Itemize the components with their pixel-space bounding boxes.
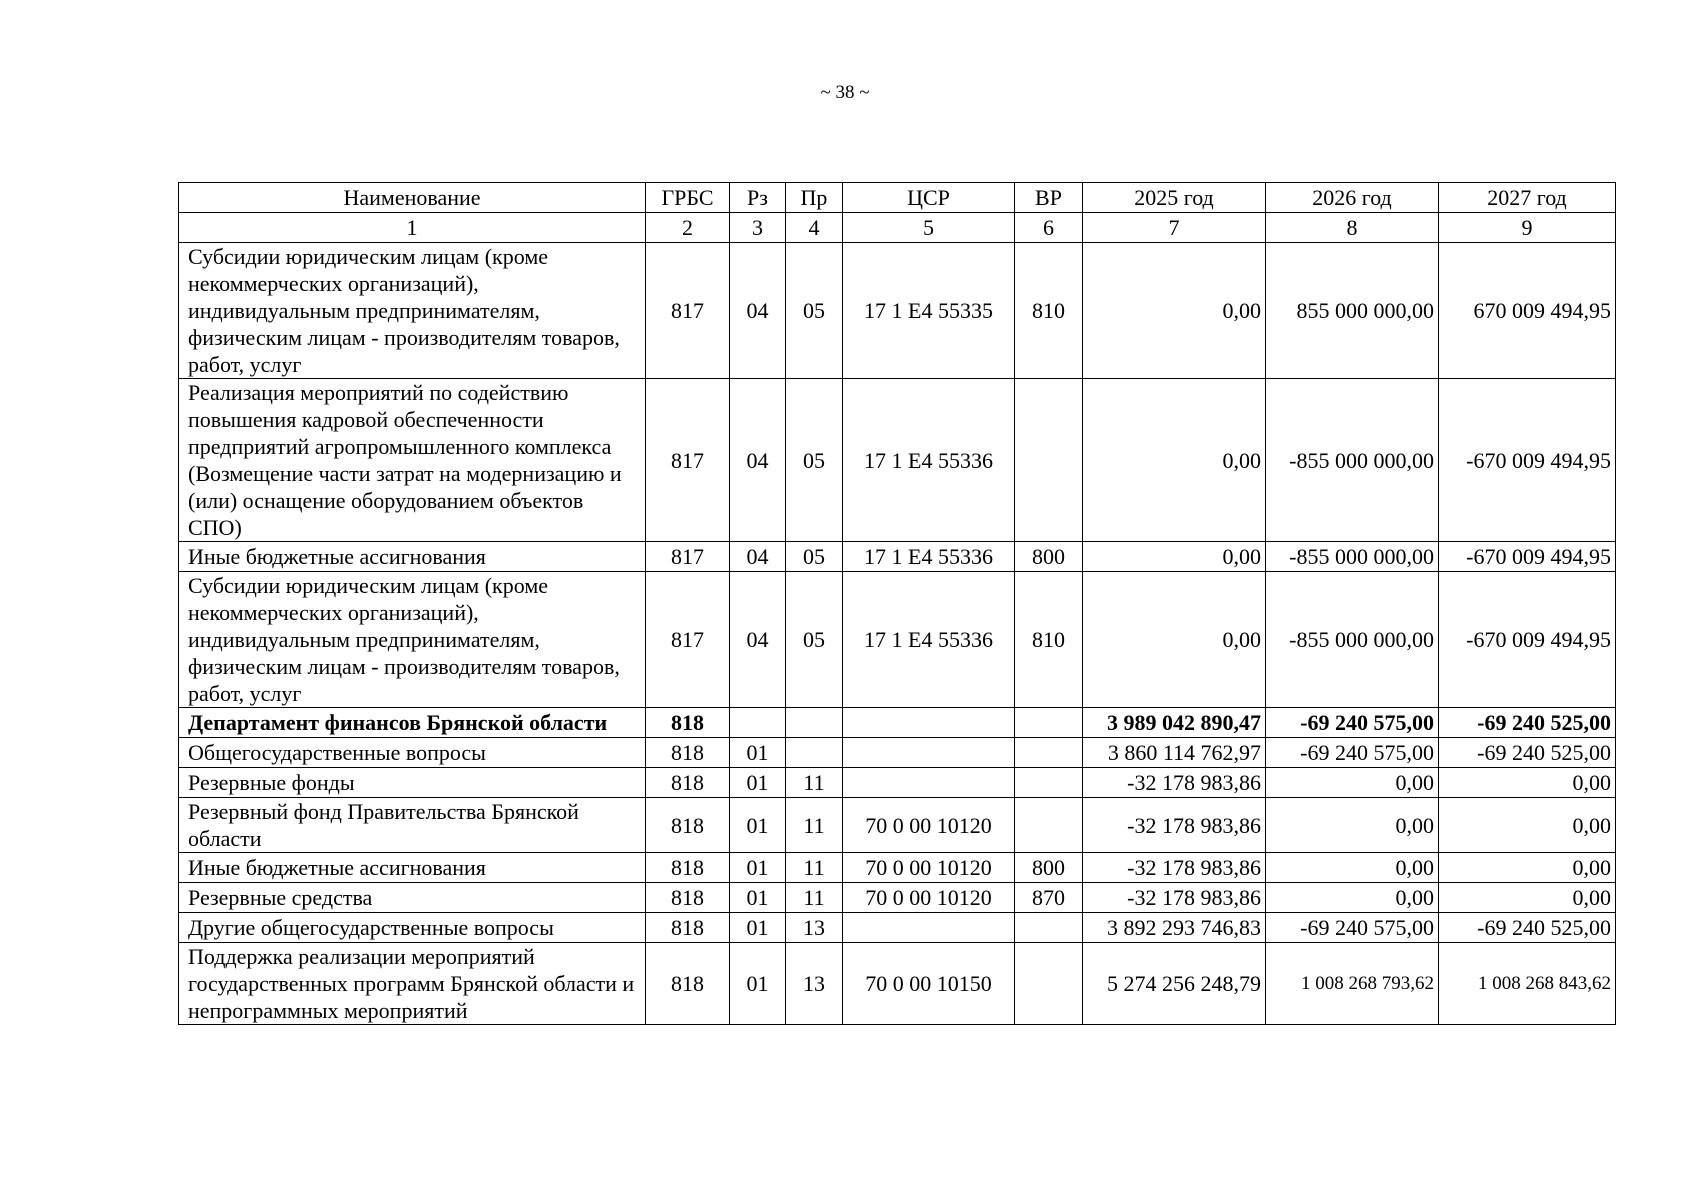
cell-pr: 13 [786,943,843,1025]
cell-2025: 5 274 256 248,79 [1083,943,1266,1025]
cell-name: Субсидии юридическим лицам (кроме некоммерческих организаций), индивидуальным предпринимателям, физическим лицам - производителям товаров, работ, услуг [179,243,646,379]
cell-2027: -670 009 494,95 [1439,572,1616,708]
cell-grbs: 818 [646,708,730,738]
cell-rz [730,708,786,738]
cell-vr: 800 [1015,542,1083,572]
column-number: 3 [730,213,786,243]
header-2027: 2027 год [1439,183,1616,213]
cell-grbs: 818 [646,738,730,768]
table-row [179,738,1616,768]
cell-rz: 04 [730,572,786,708]
cell-2026: -69 240 575,00 [1266,708,1439,738]
table-row [179,798,1616,853]
cell-csr [843,913,1015,943]
cell-csr: 70 0 00 10150 [843,943,1015,1025]
cell-2027: 670 009 494,95 [1439,243,1616,379]
table-row [179,853,1616,883]
column-number: 6 [1015,213,1083,243]
cell-2025: 3 860 114 762,97 [1083,738,1266,768]
cell-pr: 11 [786,768,843,798]
cell-vr [1015,943,1083,1025]
column-number-row [179,213,1616,243]
cell-2027: -69 240 525,00 [1439,738,1616,768]
cell-2026: -855 000 000,00 [1266,542,1439,572]
table-row [179,379,1616,542]
table-row [179,572,1616,708]
cell-rz: 04 [730,243,786,379]
cell-vr [1015,798,1083,853]
cell-2026: 0,00 [1266,768,1439,798]
cell-2026: -855 000 000,00 [1266,572,1439,708]
cell-grbs: 817 [646,572,730,708]
header-2025: 2025 год [1083,183,1266,213]
cell-name: Иные бюджетные ассигнования [179,542,646,572]
cell-pr: 11 [786,798,843,853]
cell-vr [1015,708,1083,738]
cell-rz: 01 [730,853,786,883]
header-vr: ВР [1015,183,1083,213]
cell-2026: -69 240 575,00 [1266,738,1439,768]
cell-rz: 01 [730,883,786,913]
cell-pr: 13 [786,913,843,943]
cell-pr [786,708,843,738]
cell-grbs: 817 [646,243,730,379]
cell-grbs: 818 [646,798,730,853]
header-csr: ЦСР [843,183,1015,213]
cell-csr [843,738,1015,768]
cell-name: Другие общегосударственные вопросы [179,913,646,943]
cell-2026: 0,00 [1266,853,1439,883]
cell-name: Резервный фонд Правительства Брянской области [179,798,646,853]
header-pr: Пр [786,183,843,213]
cell-rz: 01 [730,738,786,768]
cell-2025: -32 178 983,86 [1083,853,1266,883]
cell-2026: 1 008 268 793,62 [1266,943,1439,1025]
cell-2026: 0,00 [1266,798,1439,853]
cell-grbs: 817 [646,379,730,542]
cell-pr: 11 [786,853,843,883]
cell-rz: 01 [730,768,786,798]
cell-vr: 870 [1015,883,1083,913]
column-number: 7 [1083,213,1266,243]
cell-rz: 04 [730,542,786,572]
cell-name: Резервные фонды [179,768,646,798]
table-row [179,913,1616,943]
cell-csr: 70 0 00 10120 [843,798,1015,853]
cell-2027: -670 009 494,95 [1439,542,1616,572]
cell-name: Департамент финансов Брянской области [179,708,646,738]
cell-2025: 3 892 293 746,83 [1083,913,1266,943]
table-row [179,243,1616,379]
cell-2027: 0,00 [1439,798,1616,853]
column-number: 8 [1266,213,1439,243]
cell-2026: 855 000 000,00 [1266,243,1439,379]
cell-2026: -855 000 000,00 [1266,379,1439,542]
column-number: 5 [843,213,1015,243]
table-row [179,708,1616,738]
cell-vr [1015,768,1083,798]
cell-rz: 01 [730,913,786,943]
cell-2027: 1 008 268 843,62 [1439,943,1616,1025]
cell-2027: 0,00 [1439,883,1616,913]
page-number: ~ 38 ~ [820,82,870,103]
cell-2025: 0,00 [1083,379,1266,542]
cell-vr [1015,913,1083,943]
header-rz: Рз [730,183,786,213]
cell-name: Реализация мероприятий по содействию повышения кадровой обеспеченности предприятий агропромышленного комплекса (Возмещение части затрат на модернизацию и (или) оснащение оборудованием объектов СПО) [179,379,646,542]
table-row [179,768,1616,798]
cell-2027: 0,00 [1439,853,1616,883]
cell-csr: 70 0 00 10120 [843,853,1015,883]
cell-csr: 17 1 Е4 55336 [843,542,1015,572]
cell-pr: 05 [786,243,843,379]
cell-grbs: 818 [646,853,730,883]
cell-pr: 11 [786,883,843,913]
header-row [179,183,1616,213]
cell-2025: 0,00 [1083,572,1266,708]
cell-csr: 17 1 Е4 55335 [843,243,1015,379]
cell-csr [843,768,1015,798]
cell-grbs: 818 [646,943,730,1025]
cell-name: Поддержка реализации мероприятий государственных программ Брянской области и непрограммных мероприятий [179,943,646,1025]
cell-name: Иные бюджетные ассигнования [179,853,646,883]
cell-2027: -69 240 525,00 [1439,708,1616,738]
table-row [179,542,1616,572]
cell-name: Резервные средства [179,883,646,913]
cell-csr [843,708,1015,738]
cell-rz: 01 [730,943,786,1025]
column-number: 2 [646,213,730,243]
cell-name: Общегосударственные вопросы [179,738,646,768]
column-number: 4 [786,213,843,243]
table-body [179,243,1616,1025]
table-row [179,883,1616,913]
cell-2026: -69 240 575,00 [1266,913,1439,943]
cell-csr: 70 0 00 10120 [843,883,1015,913]
cell-name: Субсидии юридическим лицам (кроме некоммерческих организаций), индивидуальным предпринимателям, физическим лицам - производителям товаров, работ, услуг [179,572,646,708]
cell-2027: -69 240 525,00 [1439,913,1616,943]
cell-2027: 0,00 [1439,768,1616,798]
cell-vr: 810 [1015,572,1083,708]
header-name: Наименование [179,183,646,213]
cell-2026: 0,00 [1266,883,1439,913]
cell-2025: 3 989 042 890,47 [1083,708,1266,738]
column-number: 9 [1439,213,1616,243]
cell-2025: -32 178 983,86 [1083,768,1266,798]
cell-csr: 17 1 Е4 55336 [843,572,1015,708]
cell-pr: 05 [786,379,843,542]
cell-pr: 05 [786,542,843,572]
cell-grbs: 818 [646,768,730,798]
header-2026: 2026 год [1266,183,1439,213]
cell-rz: 01 [730,798,786,853]
header-grbs: ГРБС [646,183,730,213]
cell-pr [786,738,843,768]
cell-vr: 800 [1015,853,1083,883]
cell-2025: -32 178 983,86 [1083,883,1266,913]
cell-csr: 17 1 Е4 55336 [843,379,1015,542]
cell-2027: -670 009 494,95 [1439,379,1616,542]
cell-vr [1015,738,1083,768]
cell-2025: 0,00 [1083,542,1266,572]
table-row [179,943,1616,1025]
budget-table [178,182,1616,1025]
cell-vr: 810 [1015,243,1083,379]
column-number: 1 [179,213,646,243]
cell-grbs: 818 [646,883,730,913]
cell-2025: 0,00 [1083,243,1266,379]
cell-grbs: 818 [646,913,730,943]
cell-vr [1015,379,1083,542]
cell-rz: 04 [730,379,786,542]
cell-2025: -32 178 983,86 [1083,798,1266,853]
cell-grbs: 817 [646,542,730,572]
cell-pr: 05 [786,572,843,708]
